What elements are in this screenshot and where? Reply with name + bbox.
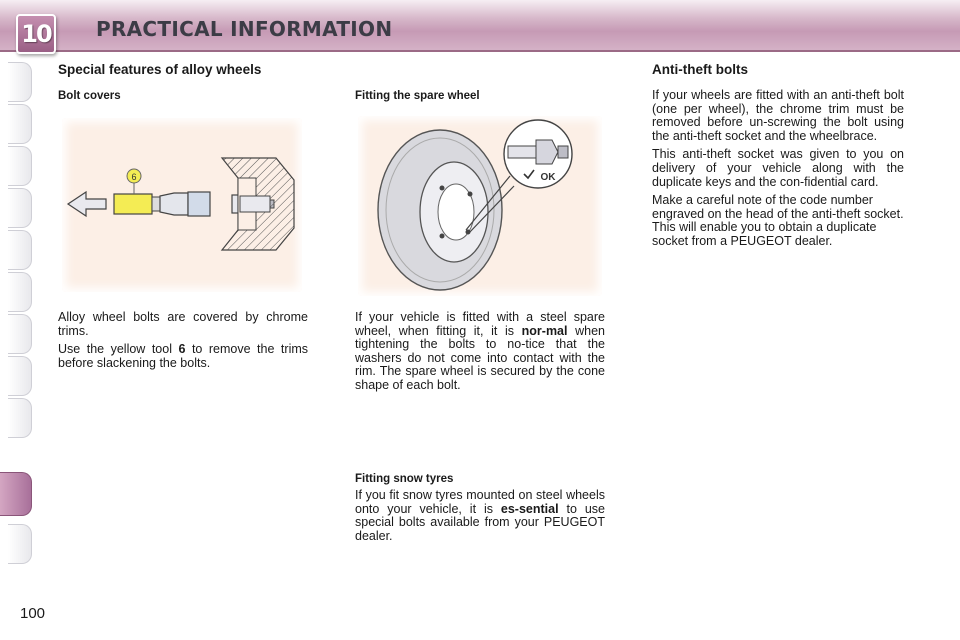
chapter-tab[interactable] xyxy=(8,188,32,228)
subtitle-spare-wheel: Fitting the spare wheel xyxy=(355,90,480,102)
chapter-tab[interactable] xyxy=(8,146,32,186)
header-divider xyxy=(0,50,960,52)
anti-theft-text xyxy=(652,89,904,254)
chapter-tab-strip xyxy=(0,62,34,582)
chapter-tab[interactable] xyxy=(8,272,32,312)
chapter-tab[interactable] xyxy=(8,62,32,102)
pull-direction-arrow-icon xyxy=(68,192,106,216)
chapter-tab[interactable] xyxy=(8,314,32,354)
callout-number: 6 xyxy=(131,172,137,182)
anti-theft-paragraph-1: If your wheels are fitted with an anti-theft bolt (one per wheel), the chrome trim must be removed before un-screwing the bolt using the anti-theft socket and the wheelbrace. xyxy=(652,88,904,143)
snow-tyres-paragraph: If you fit snow tyres mounted on steel wheels onto your vehicle, it is es-sential to use special bolts available from your PEUGEOT dealer. xyxy=(355,488,605,543)
bolt-covers-paragraph-2: Use the yellow tool 6 to remove the trims before slackening the bolts. xyxy=(58,342,309,370)
chrome-trim-icon xyxy=(160,193,188,215)
chapter-tab[interactable] xyxy=(8,356,32,396)
section-title-alloy-wheels: Special features of alloy wheels xyxy=(58,62,262,77)
snow-tyres-text xyxy=(355,489,605,548)
chapter-tab[interactable] xyxy=(8,398,32,438)
bolt-covers-paragraph-1: Alloy wheel bolts are covered by chrome trims. xyxy=(58,310,308,338)
anti-theft-paragraph-2: This anti-theft socket was given to you on delivery of your vehicle along with the duplicate keys and the con-fidential card. xyxy=(652,147,904,189)
chapter-tab[interactable] xyxy=(8,230,32,270)
section-title-anti-theft: Anti-theft bolts xyxy=(652,62,748,77)
spare-wheel-paragraph: If your vehicle is fitted with a steel spare wheel, when fitting it, it is nor-mal when tightening the bolts to no-tice that the washers do not come into contact with the rim. The spare wheel is secured by the cone shape of each bolt. xyxy=(355,310,605,392)
spare-wheel-text xyxy=(355,311,605,398)
bolt-cover-illustration xyxy=(62,118,302,292)
anti-theft-paragraph-3: Make a careful note of the code number engraved on the head of the anti-theft socket. This will enable you to obtain a duplicate socket from a PEUGEOT dealer. xyxy=(652,193,904,248)
spare-wheel-illustration xyxy=(358,116,602,296)
chapter-tab[interactable] xyxy=(8,524,32,564)
chapter-number-badge: 10 xyxy=(16,14,56,54)
chapter-tab-active[interactable] xyxy=(0,472,32,516)
subtitle-snow-tyres: Fitting snow tyres xyxy=(355,473,454,485)
page-number: 100 xyxy=(20,605,46,622)
ok-label: OK xyxy=(540,172,556,183)
bolt-covers-text xyxy=(58,311,308,375)
chapter-tab[interactable] xyxy=(8,104,32,144)
subtitle-bolt-covers: Bolt covers xyxy=(58,90,121,102)
yellow-tool-icon xyxy=(114,194,152,214)
chapter-title: PRACTICAL INFORMATION xyxy=(96,17,393,41)
